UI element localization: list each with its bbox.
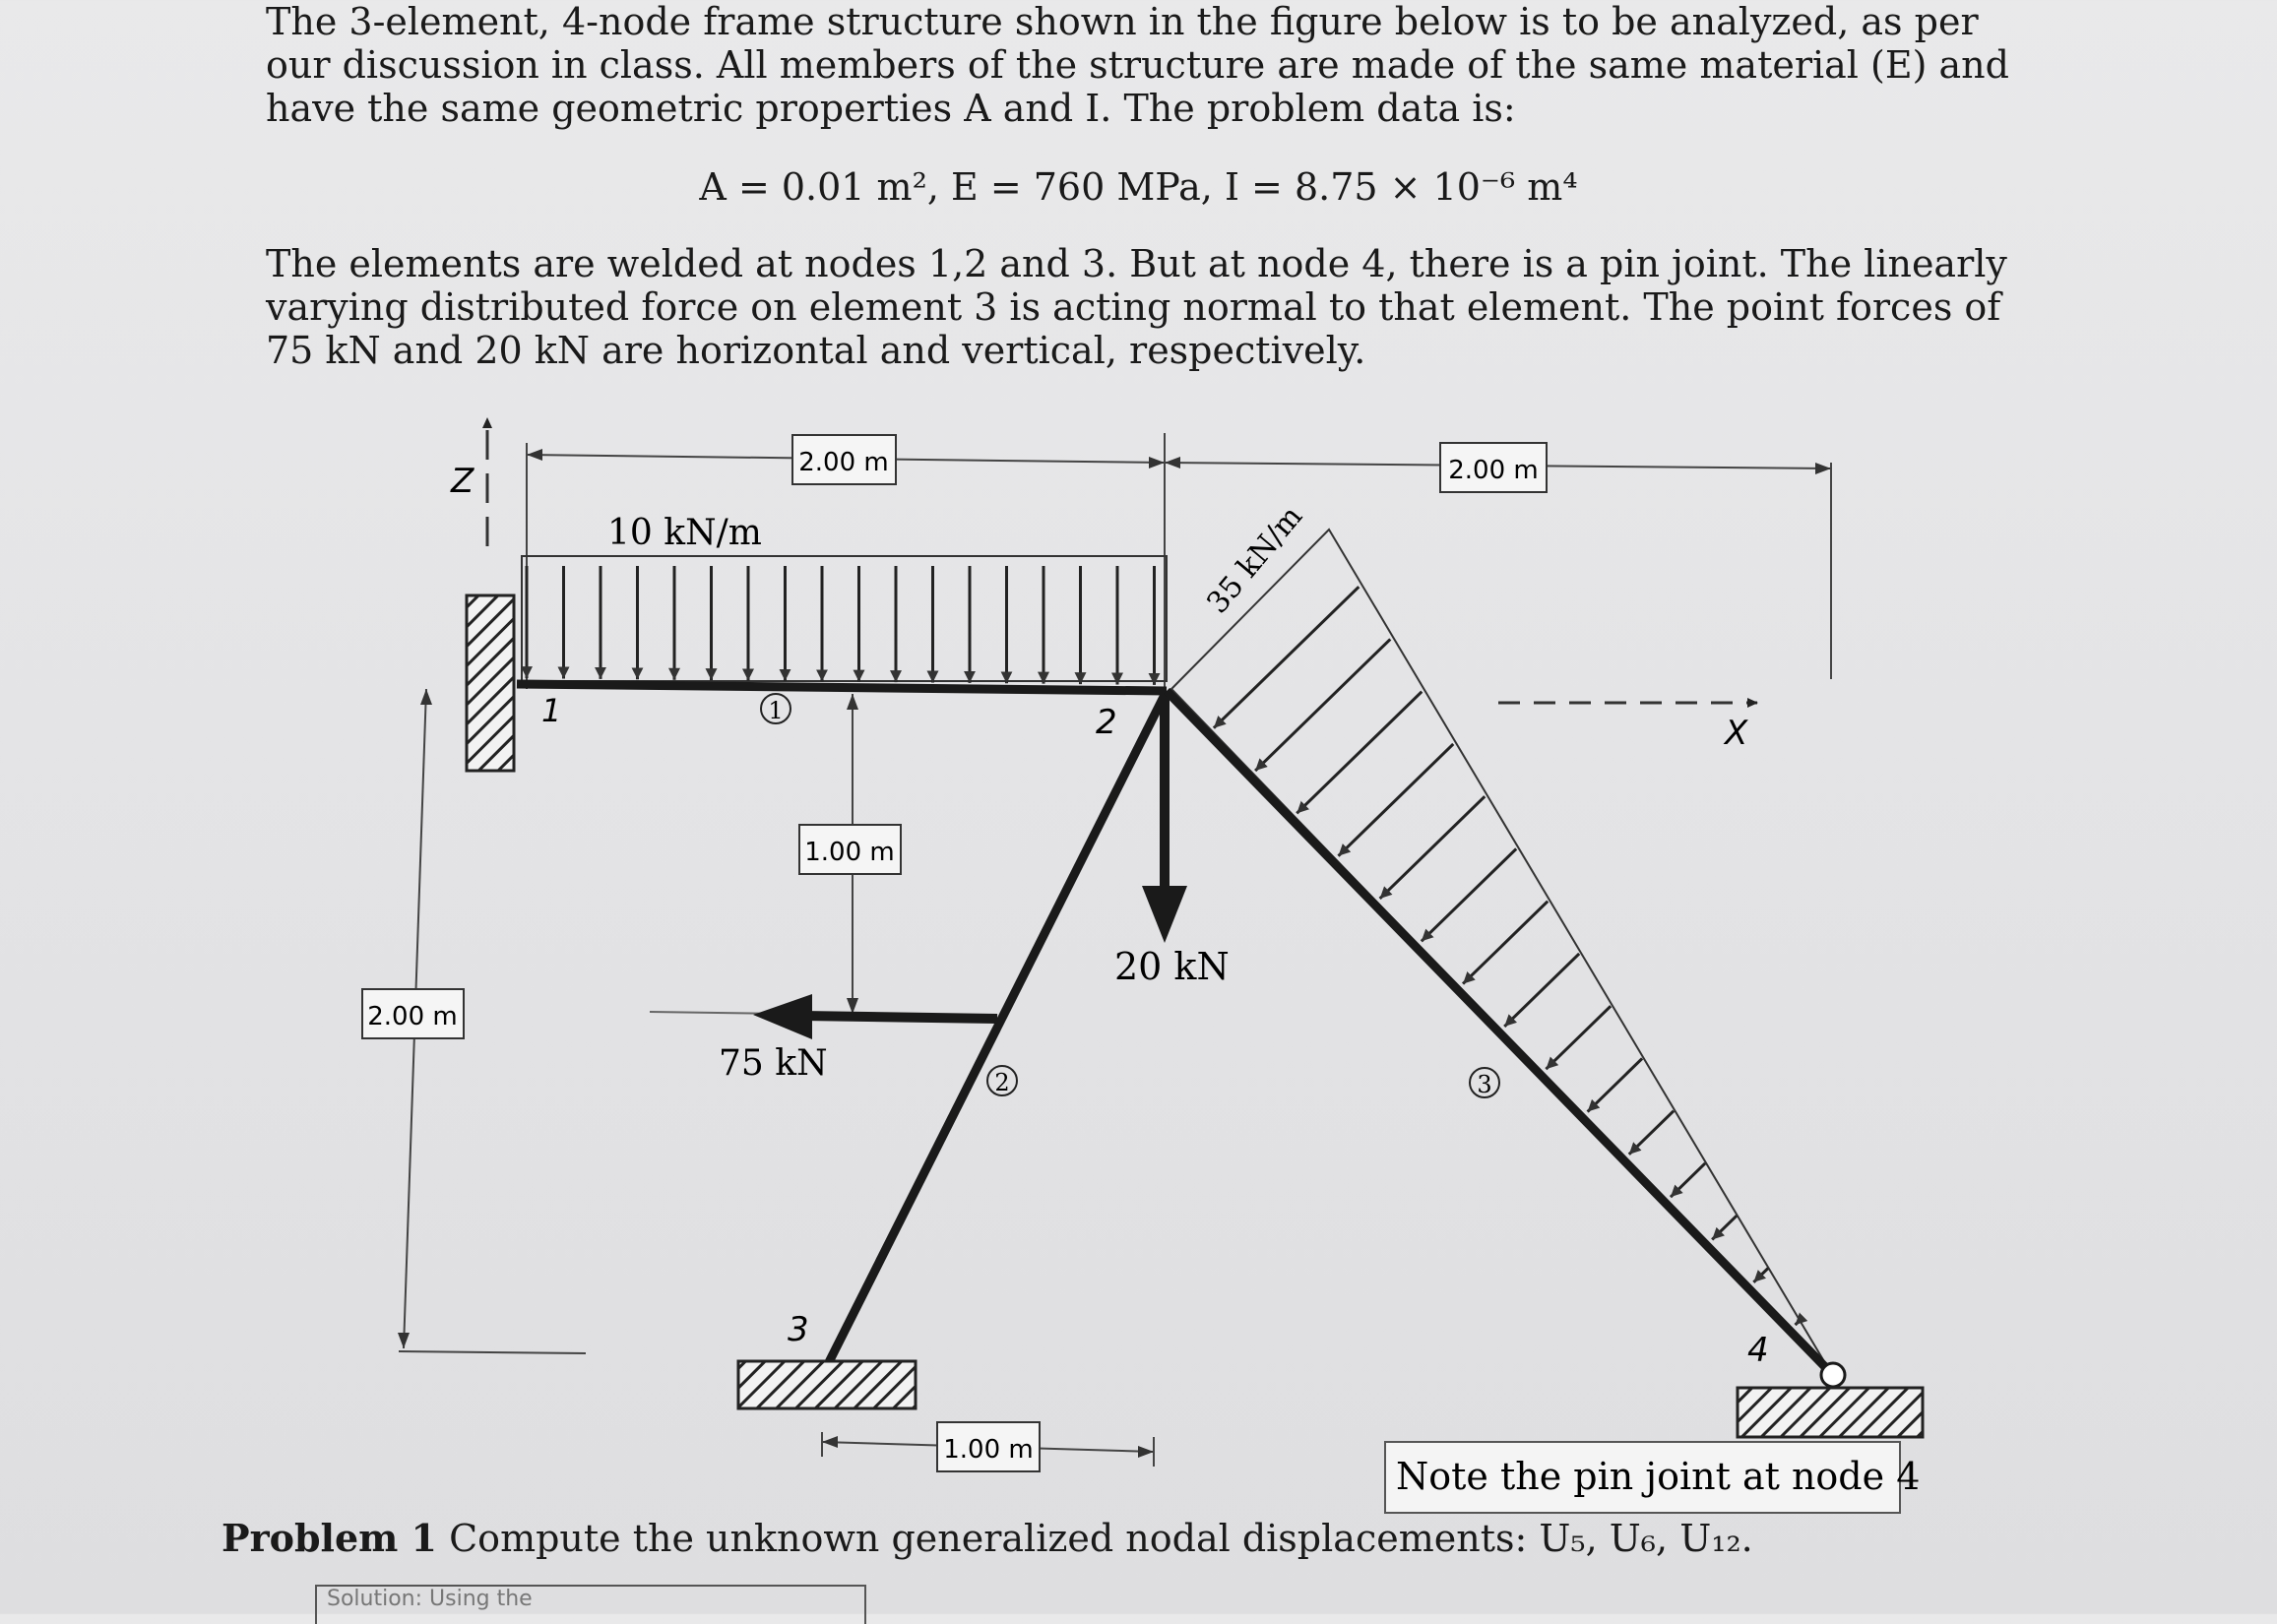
triangular-load-arrow bbox=[1504, 954, 1579, 1027]
fixed-support-node3 bbox=[738, 1361, 916, 1408]
triangular-load-arrow bbox=[1546, 1006, 1611, 1069]
dim-mid-label: 1.00 m bbox=[804, 838, 895, 867]
svg-text:3: 3 bbox=[1477, 1071, 1492, 1098]
pin-support-node4 bbox=[1738, 1388, 1923, 1437]
udl-label: 10 kN/m bbox=[607, 513, 762, 553]
triangular-load-arrow bbox=[1712, 1216, 1737, 1239]
dim-top-right-label: 2.00 m bbox=[1448, 456, 1539, 485]
element-2-column bbox=[827, 691, 1167, 1366]
note-text: Note the pin joint at node 4 bbox=[1396, 1455, 1921, 1498]
z-axis bbox=[450, 418, 487, 546]
pin-joint-node4 bbox=[1821, 1363, 1845, 1387]
z-axis-label: Z bbox=[451, 462, 474, 501]
triangular-load-arrow bbox=[1255, 639, 1390, 771]
dim-top-left-label: 2.00 m bbox=[798, 448, 889, 477]
area-value: A = 0.01 m², bbox=[699, 165, 939, 209]
triangular-load-arrow bbox=[1753, 1268, 1768, 1281]
triangular-load-arrow bbox=[1422, 848, 1516, 941]
element-1-beam bbox=[517, 684, 1167, 691]
triangular-load-arrow bbox=[1588, 1058, 1643, 1111]
description-paragraph: The elements are welded at nodes 1,2 and 3. But at node 4, there is a pin joint. The linearly varying distributed force on element 3 is acting normal to that element. The point forces of 75 kN and 20 kN are horizontal and vertical, respectively. bbox=[266, 242, 2007, 372]
node-2-label: 2 bbox=[1096, 703, 1117, 742]
fixed-wall-node1 bbox=[467, 595, 514, 771]
node-1-label: 1 bbox=[541, 692, 562, 729]
left-dimension bbox=[362, 689, 586, 1353]
element-3-marker bbox=[1470, 1068, 1499, 1098]
inertia-value: I = 8.75 × 10⁻⁶ m⁴ bbox=[1224, 165, 1578, 209]
bottom-dimension bbox=[822, 1422, 1154, 1471]
force-20kn-label: 20 kN bbox=[1114, 945, 1230, 988]
dim-bottom-label: 1.00 m bbox=[943, 1435, 1034, 1465]
dim-left-label: 2.00 m bbox=[367, 1002, 458, 1031]
mid-dimension bbox=[799, 694, 901, 1014]
x-axis-label: X bbox=[1725, 714, 1748, 753]
triangular-load-arrow bbox=[1671, 1163, 1705, 1197]
top-dimension-left bbox=[527, 433, 1165, 689]
solution-box: Solution: Using the bbox=[315, 1585, 866, 1624]
triangular-load-arrow bbox=[1463, 902, 1548, 984]
svg-text:2: 2 bbox=[994, 1069, 1010, 1096]
triangular-load-arrow bbox=[1796, 1321, 1800, 1325]
triangular-load-arrow bbox=[1338, 744, 1453, 856]
x-axis bbox=[1498, 703, 1757, 753]
problem-text: Compute the unknown generalized nodal displacements: U₅, U₆, U₁₂. bbox=[449, 1517, 1753, 1560]
force-75kn-arrow bbox=[650, 994, 997, 1084]
problem-statement bbox=[221, 1516, 2092, 1560]
node-3-label: 3 bbox=[788, 1310, 809, 1349]
uniform-distributed-load bbox=[522, 513, 1167, 685]
triangular-load-arrow bbox=[1629, 1111, 1674, 1155]
intro-paragraph: The 3-element, 4-node frame structure shown in the figure below is to be analyzed, as per our discussion in class. All members of the structure are made of the same material (E) and have the same geometric properties A and I. The problem data is: bbox=[266, 0, 2009, 130]
triangular-load-label: 35 kN/m bbox=[1200, 499, 1310, 621]
triangular-load-arrow bbox=[1380, 796, 1486, 899]
element-2-marker bbox=[987, 1066, 1017, 1096]
element-1-marker bbox=[761, 694, 791, 724]
force-75kn-label: 75 kN bbox=[719, 1043, 828, 1084]
triangular-load-arrow bbox=[1297, 692, 1422, 814]
modulus-value: E = 760 MPa, bbox=[951, 165, 1213, 209]
note-box bbox=[1385, 1442, 1920, 1513]
element-3-member bbox=[1167, 691, 1831, 1373]
svg-text:1: 1 bbox=[768, 697, 784, 724]
triangular-distributed-load bbox=[1171, 500, 1831, 1373]
problem-label: Problem 1 bbox=[221, 1516, 438, 1560]
node-4-label: 4 bbox=[1747, 1331, 1769, 1370]
